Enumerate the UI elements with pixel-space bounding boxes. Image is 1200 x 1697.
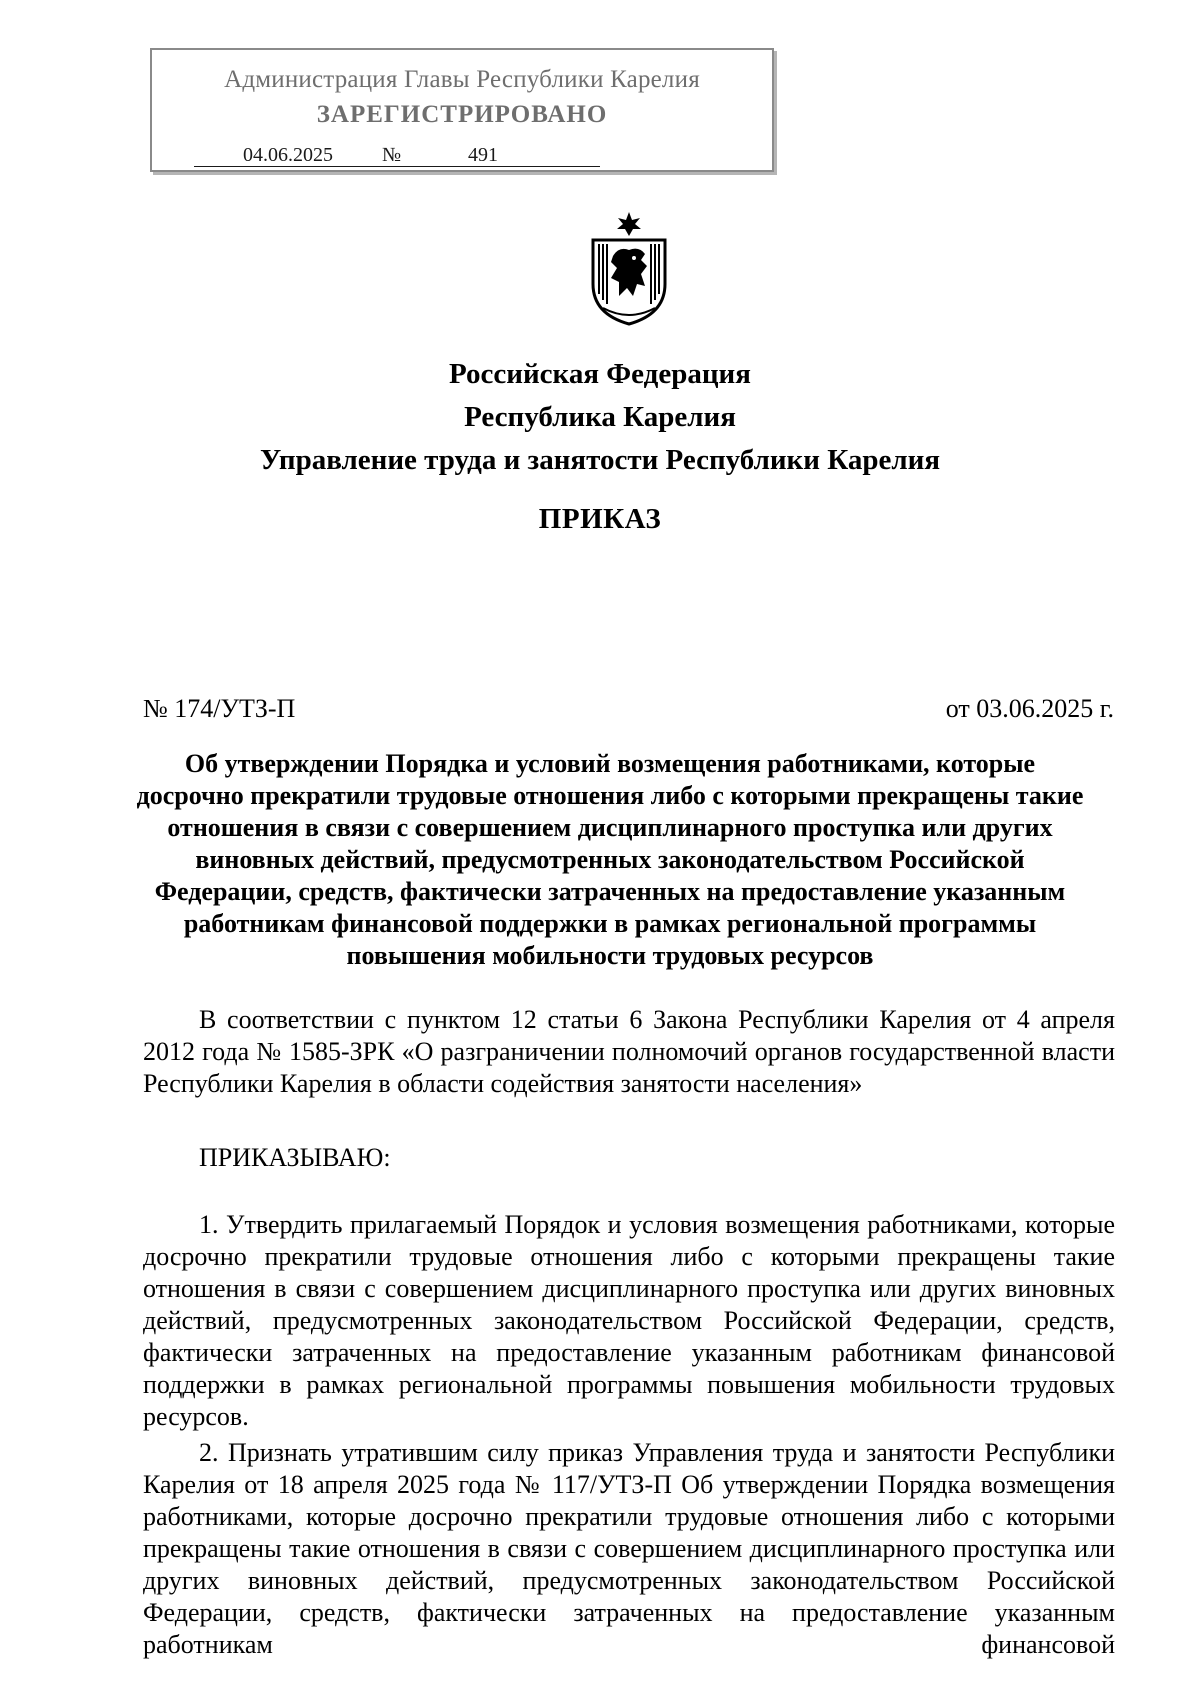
stamp-date: 04.06.2025 [194, 144, 382, 167]
header-region: Республика Карелия [464, 401, 736, 433]
stamp-status: ЗАРЕГИСТРИРОВАНО [316, 101, 608, 128]
order-command: ПРИКАЗЫВАЮ: [199, 1143, 391, 1172]
document-type: ПРИКАЗ [538, 503, 662, 535]
document-title: Об утверждении Порядка и условий возмещения работниками, которые досрочно прекратили трудовые отношения либо с которыми прекращены такие отношения в связи с совершением дисциплинарного проступка или других виновных действий, предусмотренных законодательством Российской Федерации, средств, фактически затраченных на предоставление указанным работникам финансовой поддержки в рамках региональной программы повышения мобильности трудовых ресурсов [136, 749, 1084, 970]
registration-stamp [150, 48, 774, 172]
order-number: № 174/УТЗ-П [143, 694, 296, 723]
header-country: Российская Федерация [449, 358, 751, 390]
order-item-1: 1. Утвердить прилагаемый Порядок и условия возмещения работниками, которые досрочно прекратили трудовые отношения либо с которыми прекращены такие отношения в связи с совершением дисциплинарного проступка или других виновных действий, предусмотренных законодательством Российской Федерации, средств, фактически затраченных на предоставление указанным работникам финансовой поддержки в рамках региональной программы повышения мобильности трудовых ресурсов. [143, 1210, 1115, 1431]
order-date: от 03.06.2025 г. [945, 694, 1114, 723]
preamble-paragraph: В соответствии с пунктом 12 статьи 6 Закона Республики Карелия от 4 апреля 2012 года № 1585-ЗРК «О разграничении полномочий органов государственной власти Республики Карелия в области содействия занятости населения» [143, 1005, 1115, 1098]
stamp-registration-row [194, 144, 600, 167]
karelia-coat-of-arms-icon [583, 210, 675, 326]
stamp-organization: Администрация Главы Республики Карелия [224, 66, 700, 93]
stamp-number-label: № [382, 144, 404, 167]
order-item-2: 2. Признать утратившим силу приказ Управления труда и занятости Республики Карелия от 18 апреля 2025 года № 117/УТЗ-П Об утверждении Порядка возмещения работниками, которые досрочно прекратили трудовые отношения либо с которыми прекращены такие отношения в связи с совершением дисциплинарного проступка или других виновных действий, предусмотренных законодательством Российской Федерации, средств, фактически затраченных на предоставление указанным работникам финансовой [143, 1438, 1115, 1659]
header-agency: Управление труда и занятости Республики Карелия [259, 444, 941, 476]
stamp-number: 491 [404, 144, 600, 167]
